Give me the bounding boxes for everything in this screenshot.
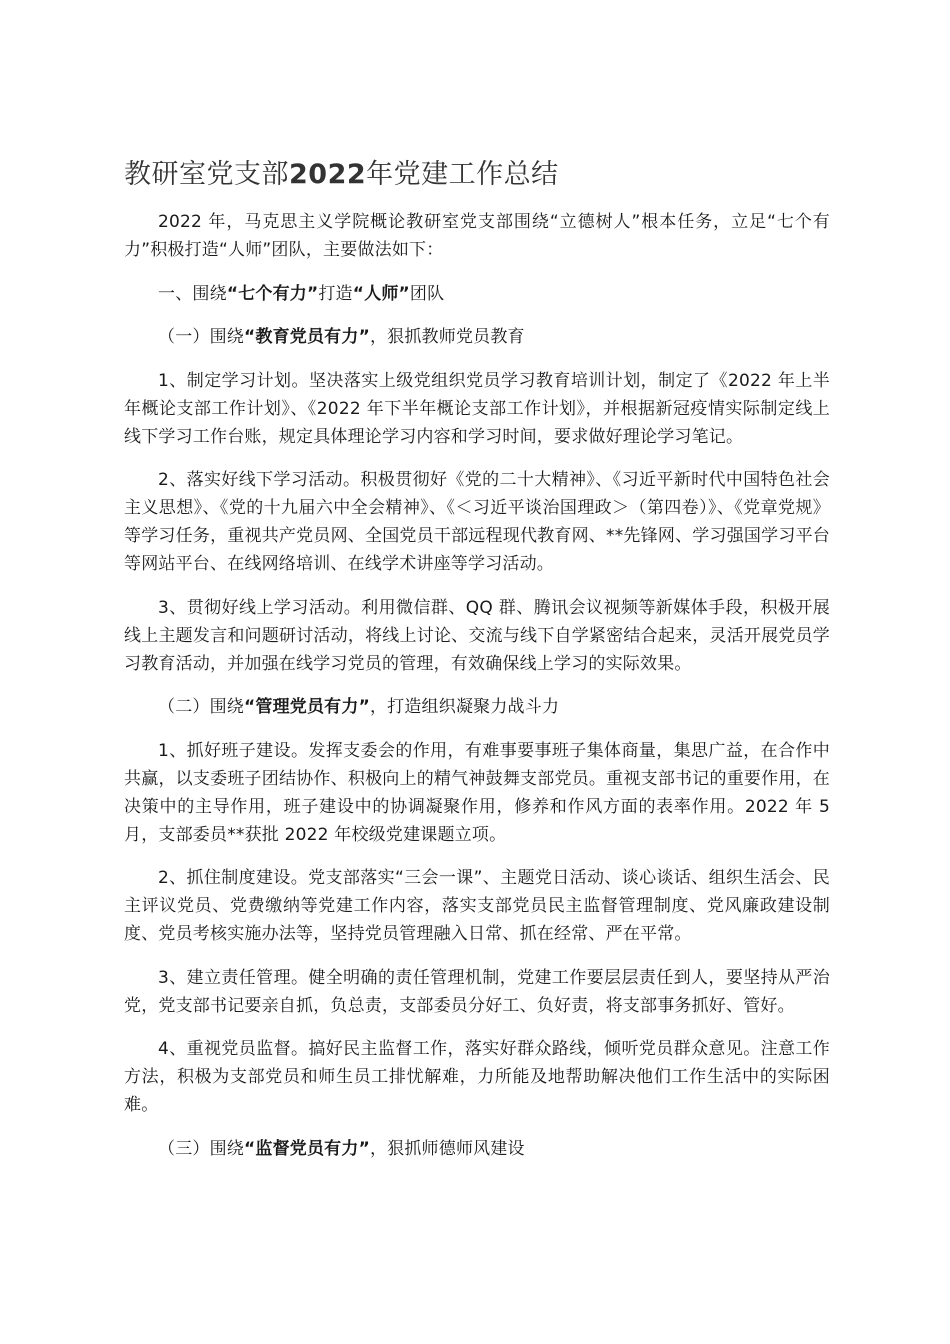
subsection-heading-1-quote: “教育党员有力” bbox=[244, 327, 370, 347]
title-suffix: 年党建工作总结 bbox=[366, 159, 559, 190]
section-heading-1-pre: 一、围绕 bbox=[158, 283, 227, 304]
paragraph-2-2: 2、抓住制度建设。党支部落实“三会一课”、主题党日活动、谈心谈话、组织生活会、民主评议党员、党费缴纳等党建工作内容，落实支部党员民主监督管理制度、党风廉政建设制度、党员考核实施办法等，坚持党员管理融入日常、抓在经常、严在平常。 bbox=[124, 868, 830, 944]
title-prefix: 教研室党支部 bbox=[124, 159, 289, 190]
subsection-heading-1 bbox=[124, 323, 830, 351]
paragraph-1-1: 1、制定学习计划。坚决落实上级党组织党员学习教育培训计划，制定了《2022 年上半年概论支部工作计划》、《2022 年下半年概论支部工作计划》，并根据新冠疫情实际制定线上线下学习工作台账，规定具体理论学习内容和学习时间，要求做好理论学习笔记。 bbox=[124, 370, 830, 447]
subsection-heading-3-pre: （三）围绕 bbox=[158, 1138, 244, 1159]
title-year: 2022 bbox=[289, 159, 367, 190]
subsection-heading-2-post: ，打造组织凝聚力战斗力 bbox=[369, 697, 560, 717]
intro-paragraph: 2022 年，马克思主义学院概论教研室党支部围绕“立德树人”根本任务，立足“七个有力”积极打造“人师”团队，主要做法如下： bbox=[124, 212, 830, 260]
section-heading-1 bbox=[124, 280, 830, 308]
section-heading-1-post: 团队 bbox=[409, 283, 445, 304]
subsection-heading-3-quote: “监督党员有力” bbox=[244, 1138, 370, 1159]
subsection-heading-3 bbox=[124, 1135, 830, 1163]
section-heading-1-quote-2: “人师” bbox=[352, 283, 410, 304]
subsection-heading-3-post: ，狠抓师德师风建设 bbox=[369, 1138, 525, 1159]
paragraph-2-3: 3、建立责任管理。健全明确的责任管理机制，党建工作要层层责任到人，要坚持从严治党，党支部书记要亲自抓，负总责，支部委员分好工、负好责，将支部事务抓好、管好。 bbox=[124, 967, 830, 1016]
paragraph-1-3: 3、贯彻好线上学习活动。利用微信群、QQ 群、腾讯会议视频等新媒体手段，积极开展线上主题发言和问题研讨活动，将线上讨论、交流与线下自学紧密结合起来，灵活开展党员学习教育活动，并加强在线学习党员的管理，有效确保线上学习的实际效果。 bbox=[124, 597, 830, 674]
subsection-heading-1-post: ，狠抓教师党员教育 bbox=[369, 327, 525, 347]
paragraph-1-2: 2、落实好线下学习活动。积极贯彻好《党的二十大精神》、《习近平新时代中国特色社会主义思想》、《党的十九届六中全会精神》、《＜习近平谈治国理政＞（第四卷）》、《党章党规》等学习任务，重视共产党员网、全国党员干部远程现代教育网、**先锋网、学习强国学习平台等网站平台、在线网络培训、在线学术讲座等学习活动。 bbox=[124, 470, 830, 574]
subsection-heading-2-pre: （二）围绕 bbox=[158, 697, 244, 717]
subsection-heading-1-pre: （一）围绕 bbox=[158, 327, 244, 347]
subsection-heading-2 bbox=[124, 693, 830, 721]
paragraph-2-4: 4、重视党员监督。搞好民主监督工作，落实好群众路线，倾听党员群众意见。注意工作方法，积极为支部党员和师生员工排忧解难，力所能及地帮助解决他们工作生活中的实际困难。 bbox=[124, 1039, 830, 1115]
section-heading-1-quote-1: “七个有力” bbox=[226, 283, 319, 304]
document-body bbox=[124, 208, 830, 1178]
section-heading-1-mid: 打造 bbox=[318, 283, 353, 304]
document-title bbox=[124, 152, 559, 191]
paragraph-2-1: 1、抓好班子建设。发挥支委会的作用，有难事要事班子集体商量，集思广益，在合作中共赢，以支委班子团结协作、积极向上的精气神鼓舞支部党员。重视支部书记的重要作用，在决策中的主导作用，班子建设中的协调凝聚作用，修养和作风方面的表率作用。2022 年 5 月，支部委员**获批 2022 年校级党建课题立项。 bbox=[124, 740, 830, 845]
subsection-heading-2-quote: “管理党员有力” bbox=[244, 697, 370, 717]
